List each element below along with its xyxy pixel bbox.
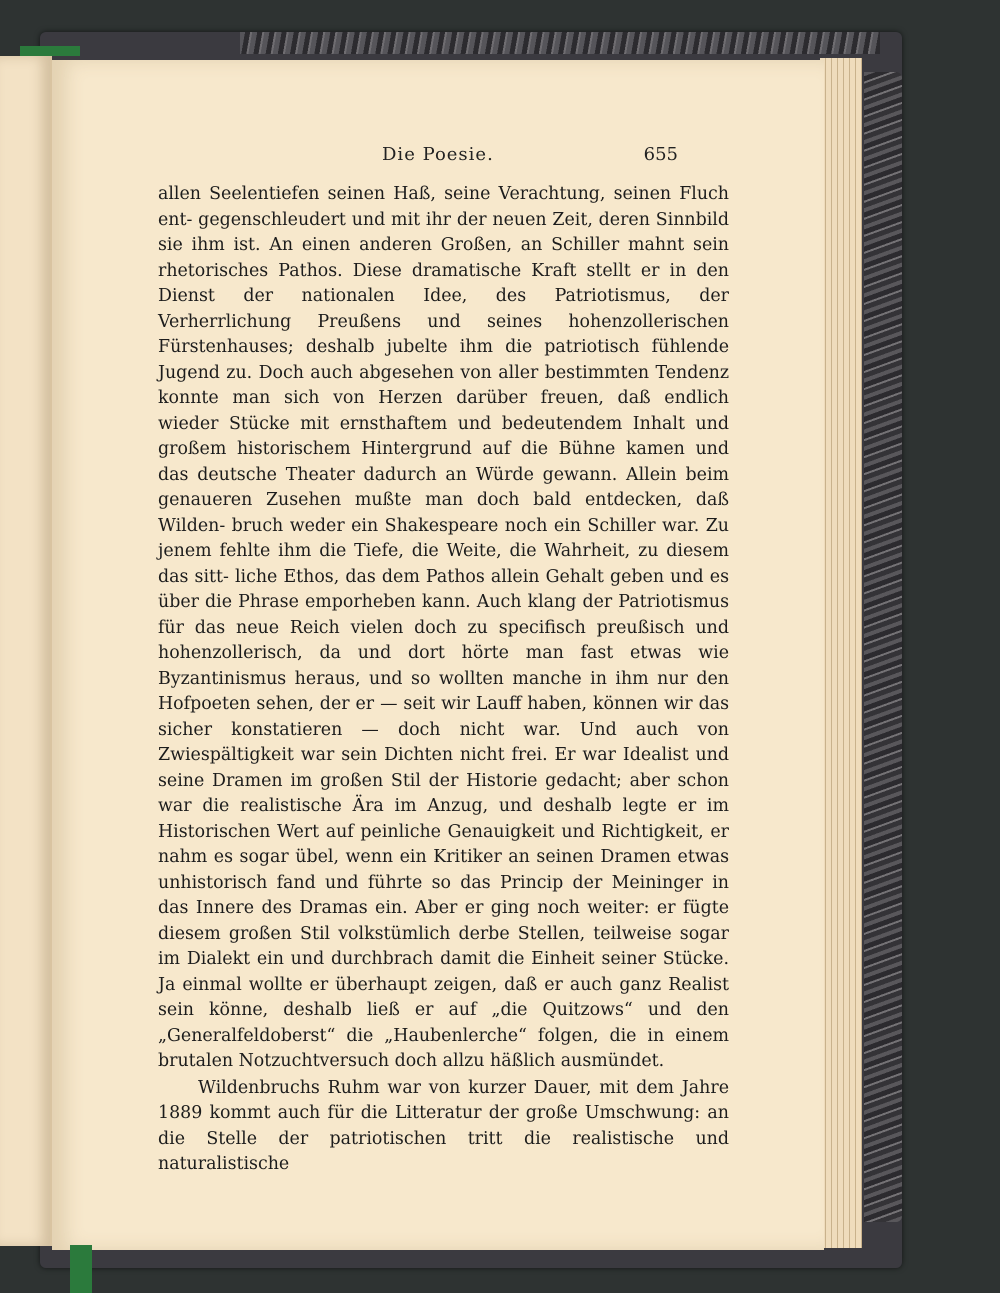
- page-number: 655: [643, 144, 678, 165]
- body-text: [158, 182, 729, 1178]
- cover-side-pattern: [864, 72, 902, 1222]
- bookmark-ribbon-top: [20, 46, 80, 56]
- running-title: Die Poesie.: [382, 144, 494, 165]
- paragraph: allen Seelentiefen seinen Haß, seine Verachtung, seinen Fluch ent- gegenschleudert und mit ihr der neuen Zeit, deren Sinnbild sie ihm ist. An einen anderen Großen, an Schiller mahnt sein rhetorisches Pathos. Diese dramatische Kraft stellt er in den Dienst der nationalen Idee, des Patriotismus, der Verherrlichung Preußens und seines hohenzollerischen Fürstenhauses; deshalb jubelte ihm die patriotisch fühlende Jugend zu. Doch auch abgesehen von aller bestimmten Tendenz konnte man sich von Herzen darüber freuen, daß endlich wieder Stücke mit ernsthaftem und bedeutendem Inhalt und großem historischem Hintergrund auf die Bühne kamen und das deutsche Theater dadurch an Würde gewann. Allein beim genaueren Zusehen mußte man doch bald entdecken, daß Wilden- bruch weder ein Shakespeare noch ein Schiller war. Zu jenem fehlte ihm die Tiefe, die Weite, die Wahrheit, zu diesem das sitt- liche Ethos, das dem Pathos allein Gehalt geben und es über die Phrase emporheben kann. Auch klang der Patriotismus für das neue Reich vielen doch zu specifisch preußisch und hohenzollerisch, da und dort hörte man fast etwas wie Byzantinismus heraus, und so wollten manche in ihm nur den Hofpoeten sehen, der er — seit wir Lauff haben, können wir das sicher konstatieren — doch nicht war. Und auch von Zwiespältigkeit war sein Dichten nicht frei. Er war Idealist und seine Dramen im großen Stil der Historie gedacht; aber schon war die realistische Ära im Anzug, und deshalb legte er im Historischen Wert auf peinliche Genauigkeit und Richtigkeit, er nahm es sogar übel, wenn ein Kritiker an seinen Dramen etwas unhistorisch fand und führte so das Princip der Meininger in das Innere des Dramas ein. Aber er ging noch weiter: er fügte diesem großen Stil volkstümlich derbe Stellen, teilweise sogar im Dialekt ein und durchbrach damit die Einheit seiner Stücke. Ja einmal wollte er überhaupt zeigen, daß er auch ganz Realist sein könne, deshalb ließ er auf „die Quitzows“ und den „Generalfeldoberst“ die „Haubenlerche“ folgen, die in einem brutalen Notzuchtversuch doch allzu häßlich ausmündet.: [158, 184, 729, 1071]
- left-page-edge: [0, 56, 52, 1246]
- bookmark-ribbon-bottom: [70, 1245, 92, 1293]
- paragraph: Wildenbruchs Ruhm war von kurzer Dauer, mit dem Jahre 1889 kommt auch für die Litteratur der große Umschwung: an die Stelle der patriotischen tritt die realistische und naturalistische: [158, 1077, 729, 1174]
- page-stack-edges: [820, 58, 862, 1248]
- cover-top-pattern: [240, 32, 880, 54]
